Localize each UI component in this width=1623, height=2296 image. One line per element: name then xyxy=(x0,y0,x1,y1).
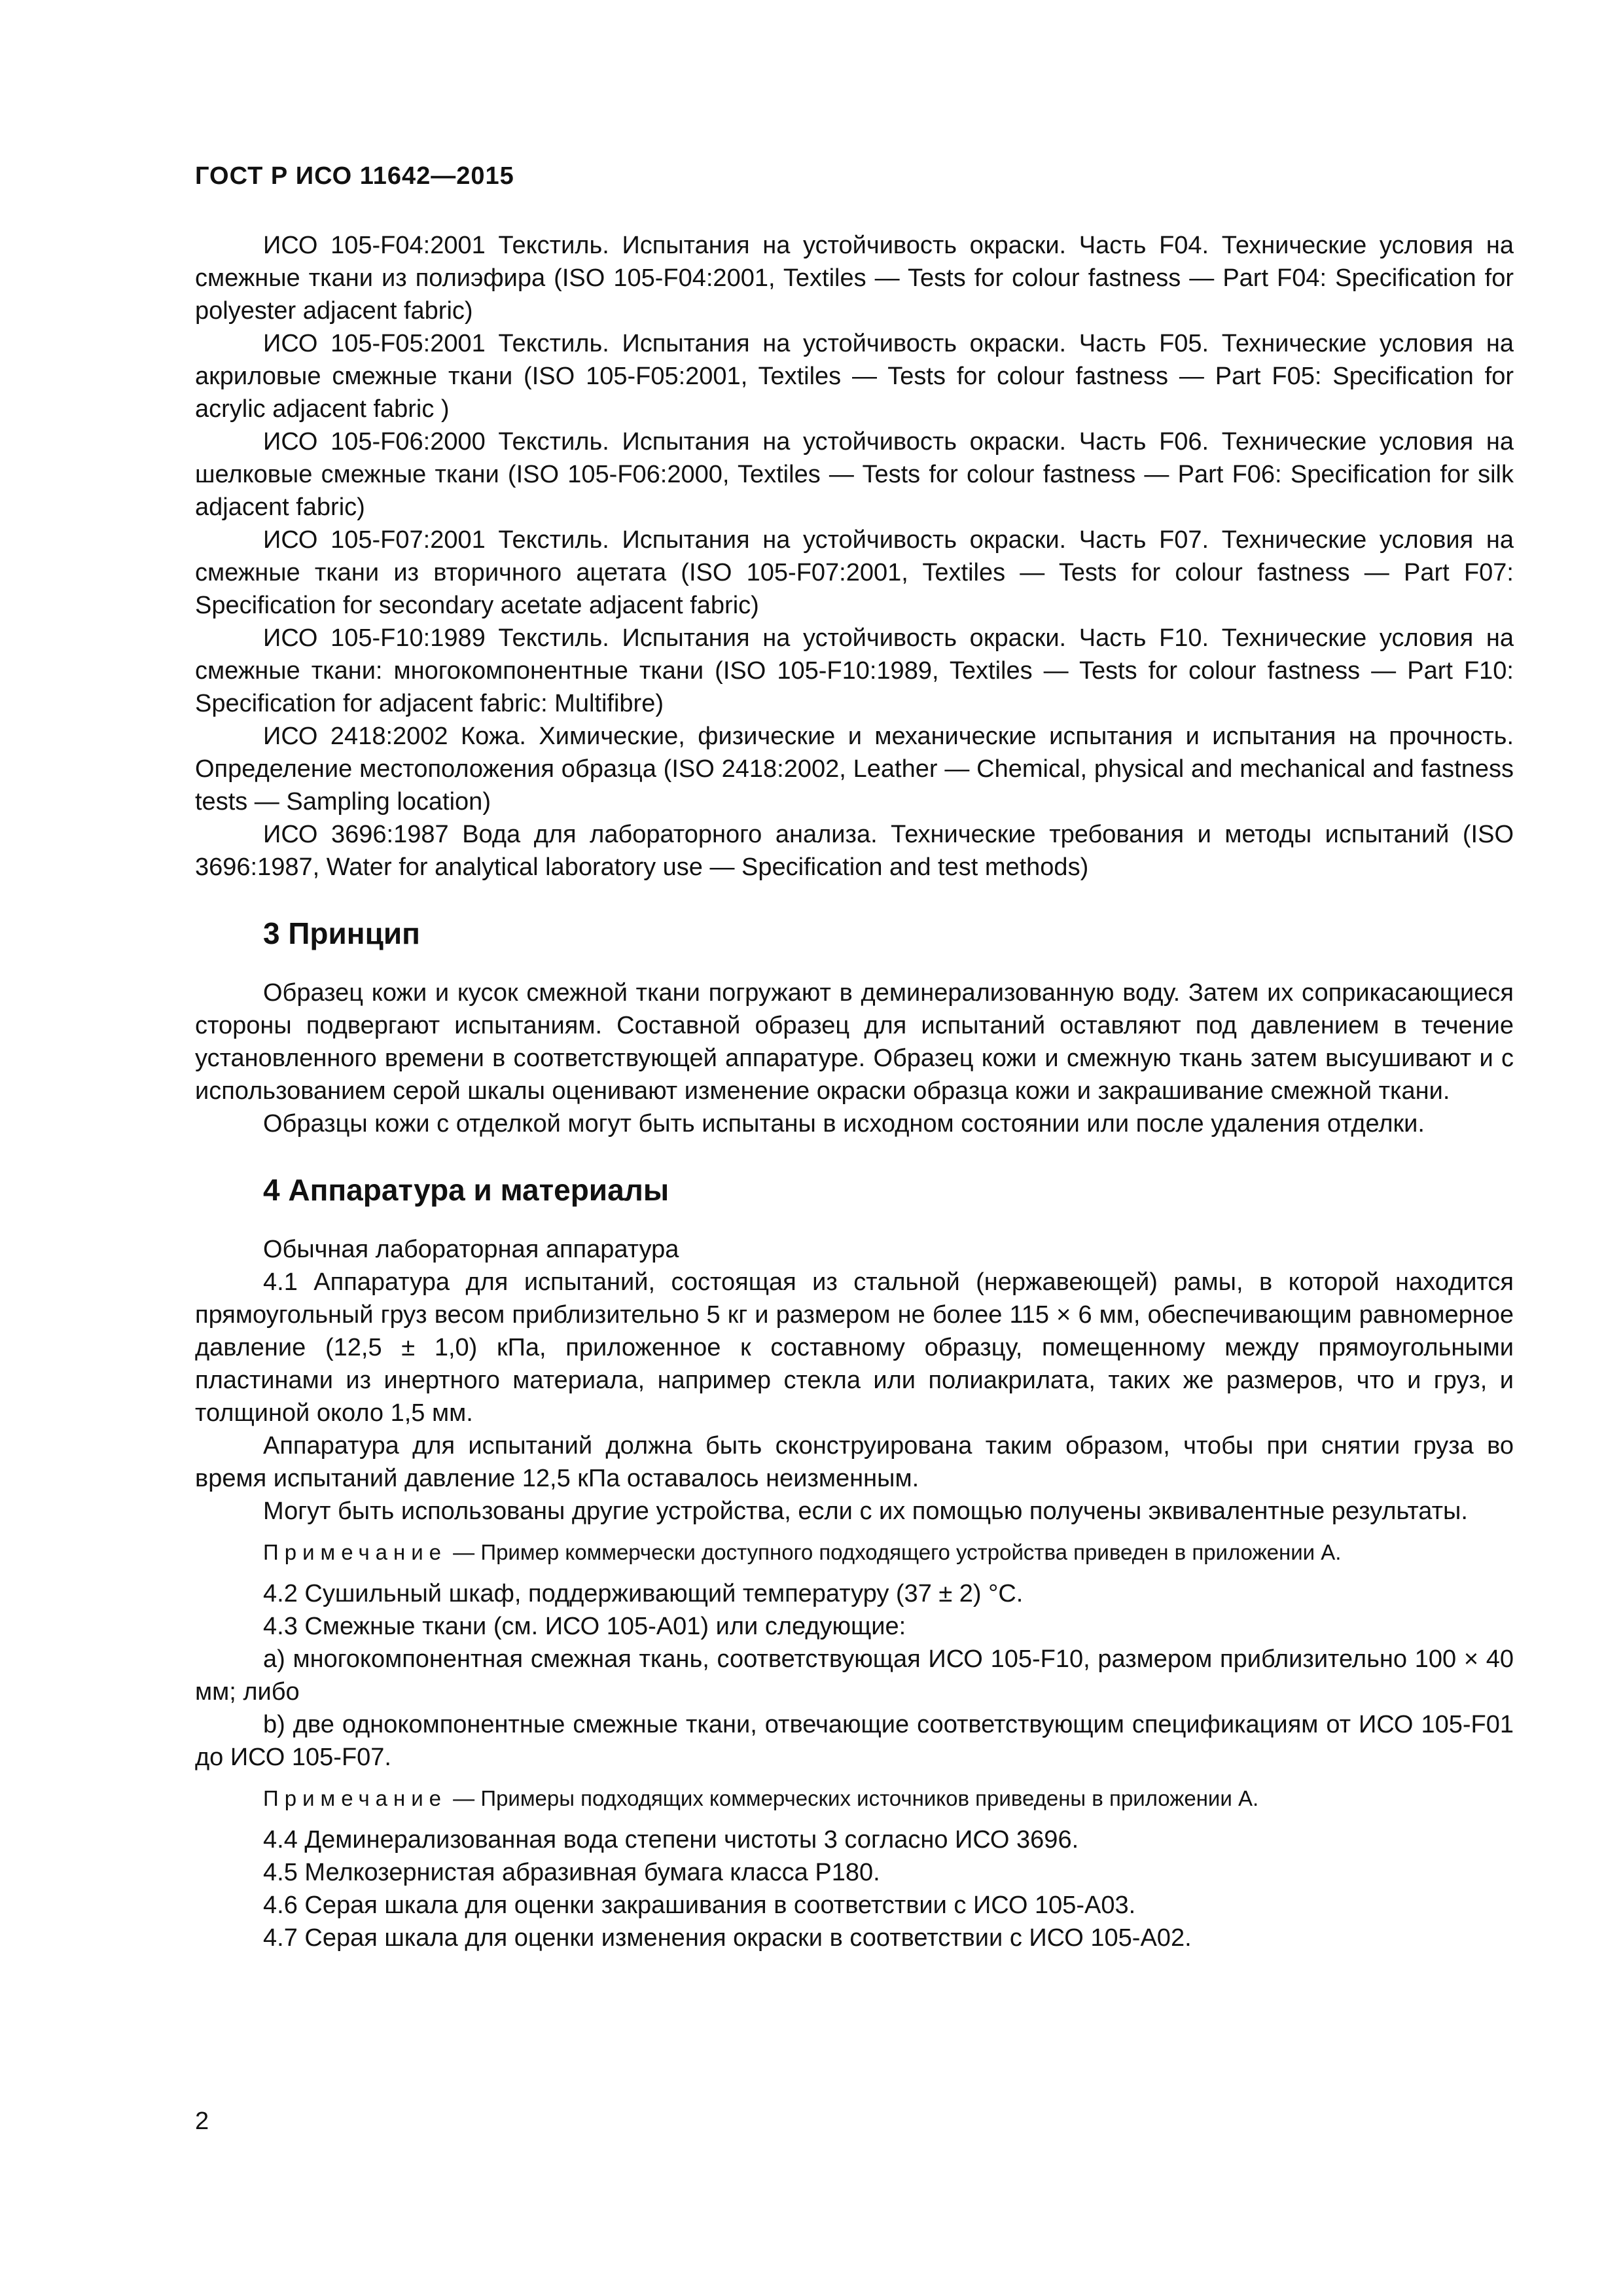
reference-item: ИСО 2418:2002 Кожа. Химические, физические и механические испытания и испытания на прочность. Определение местоположения образца (ISO 2418:2002, Leather — Chemical, physical and mechanical and fastness tests — Sampling location) xyxy=(195,723,1514,816)
clause-4-7: 4.7 Серая шкала для оценки изменения окраски в соответствии с ИСО 105-А02. xyxy=(263,1924,1192,1952)
section-4-heading: 4 Аппаратура и материалы xyxy=(263,1173,669,1207)
note-text: — Пример коммерчески доступного подходящего устройства приведен в приложении А. xyxy=(447,1540,1342,1564)
document-header-title: ГОСТ Р ИСО 11642—2015 xyxy=(195,162,514,190)
references-list xyxy=(195,229,1514,884)
clause-4-6: 4.6 Серая шкала для оценки закрашивания в соответствии с ИСО 105-А03. xyxy=(263,1892,1136,1919)
clause-4-3-item-b: b) две однокомпонентные смежные ткани, отвечающие соответствующим спецификациям от ИСО 105-F01 до ИСО 105-F07. xyxy=(195,1711,1514,1771)
clause-4-2: 4.2 Сушильный шкаф, поддерживающий температуру (37 ± 2) °С. xyxy=(263,1580,1024,1607)
clause-4-3-item-a: a) многокомпонентная смежная ткань, соответствующая ИСО 105-F10, размером приблизительно 100 × 40 мм; либо xyxy=(195,1645,1514,1706)
reference-item: ИСО 105-F07:2001 Текстиль. Испытания на устойчивость окраски. Часть F07. Технические условия на смежные ткани из вторичного ацетата (ISO 105-F07:2001, Textiles — Tests for colour fastness — Part F07: Specification for secondary acetate adjacent fabric) xyxy=(195,526,1514,619)
note-text: — Примеры подходящих коммерческих источников приведены в приложении А. xyxy=(447,1786,1259,1810)
section-4-intro: Обычная лабораторная аппаратура xyxy=(263,1236,679,1263)
reference-item: ИСО 105-F05:2001 Текстиль. Испытания на устойчивость окраски. Часть F05. Технические условия на акриловые смежные ткани (ISO 105-F05:2001, Textiles — Tests for colour fastness — Part F05: Specification for acrylic adjacent fabric ) xyxy=(195,330,1514,423)
section-3-heading: 3 Принцип xyxy=(263,916,420,950)
clause-4-4: 4.4 Деминерализованная вода степени чистоты 3 согласно ИСО 3696. xyxy=(263,1826,1079,1854)
clause-4-5: 4.5 Мелкозернистая абразивная бумага класса Р180. xyxy=(263,1859,880,1886)
page-number: 2 xyxy=(195,2108,209,2135)
clause-4-1: 4.1 Аппаратура для испытаний, состоящая из стальной (нержавеющей) рамы, в которой находится прямоугольный груз весом приблизительно 5 кг и размером не более 115 × 6 мм, обеспечивающим равномерное давление (12,5 ± 1,0) кПа, приложенное к составному образцу, помещенному между прямоугольными пластинами из инертного материала, например стекла или полиакрилата, таких же размеров, что и груз, и толщиной около 1,5 мм. xyxy=(195,1268,1514,1427)
reference-item: ИСО 105-F10:1989 Текстиль. Испытания на устойчивость окраски. Часть F10. Технические условия на смежные ткани: многокомпонентные ткани (ISO 105-F10:1989, Textiles — Tests for colour fastness — Part F10: Specification for adjacent fabric: Multifibre) xyxy=(195,624,1514,717)
page-content xyxy=(195,229,1514,1954)
note-2 xyxy=(195,1784,1514,1813)
clause-4-1-paragraph: Аппаратура для испытаний должна быть сконструирована таким образом, чтобы при снятии груза во время испытаний давление 12,5 кПа оставалось неизменным. xyxy=(195,1432,1514,1492)
clause-4-1-paragraph: Могут быть использованы другие устройства, если с их помощью получены эквивалентные результаты. xyxy=(263,1498,1468,1525)
section-3-paragraph: Образцы кожи с отделкой могут быть испытаны в исходном состоянии или после удаления отделки. xyxy=(263,1110,1425,1138)
section-3-paragraph: Образец кожи и кусок смежной ткани погружают в деминерализованную воду. Затем их соприкасающиеся стороны подвергают испытаниям. Составной образец для испытаний оставляют под давлением в течение установленного времени в соответствующей аппаратуре. Образец кожи и смежную ткань затем высушивают и с использованием серой шкалы оценивают изменение окраски образца кожи и закрашивание смежной ткани. xyxy=(195,979,1514,1105)
note-label: Примечание xyxy=(263,1786,448,1810)
note-label: Примечание xyxy=(263,1540,448,1564)
reference-item: ИСО 3696:1987 Вода для лабораторного анализа. Технические требования и методы испытаний (ISO 3696:1987, Water for analytical laboratory use — Specification and test methods) xyxy=(195,821,1514,881)
note-1 xyxy=(195,1538,1514,1567)
reference-item: ИСО 105-F06:2000 Текстиль. Испытания на устойчивость окраски. Часть F06. Технические условия на шелковые смежные ткани (ISO 105-F06:2000, Textiles — Tests for colour fastness — Part F06: Specification for silk adjacent fabric) xyxy=(195,428,1514,521)
clause-4-3: 4.3 Смежные ткани (см. ИСО 105-А01) или следующие: xyxy=(263,1613,906,1640)
reference-item: ИСО 105-F04:2001 Текстиль. Испытания на устойчивость окраски. Часть F04. Технические условия на смежные ткани из полиэфира (ISO 105-F04:2001, Textiles — Tests for colour fastness — Part F04: Specification for polyester adjacent fabric) xyxy=(195,232,1514,325)
